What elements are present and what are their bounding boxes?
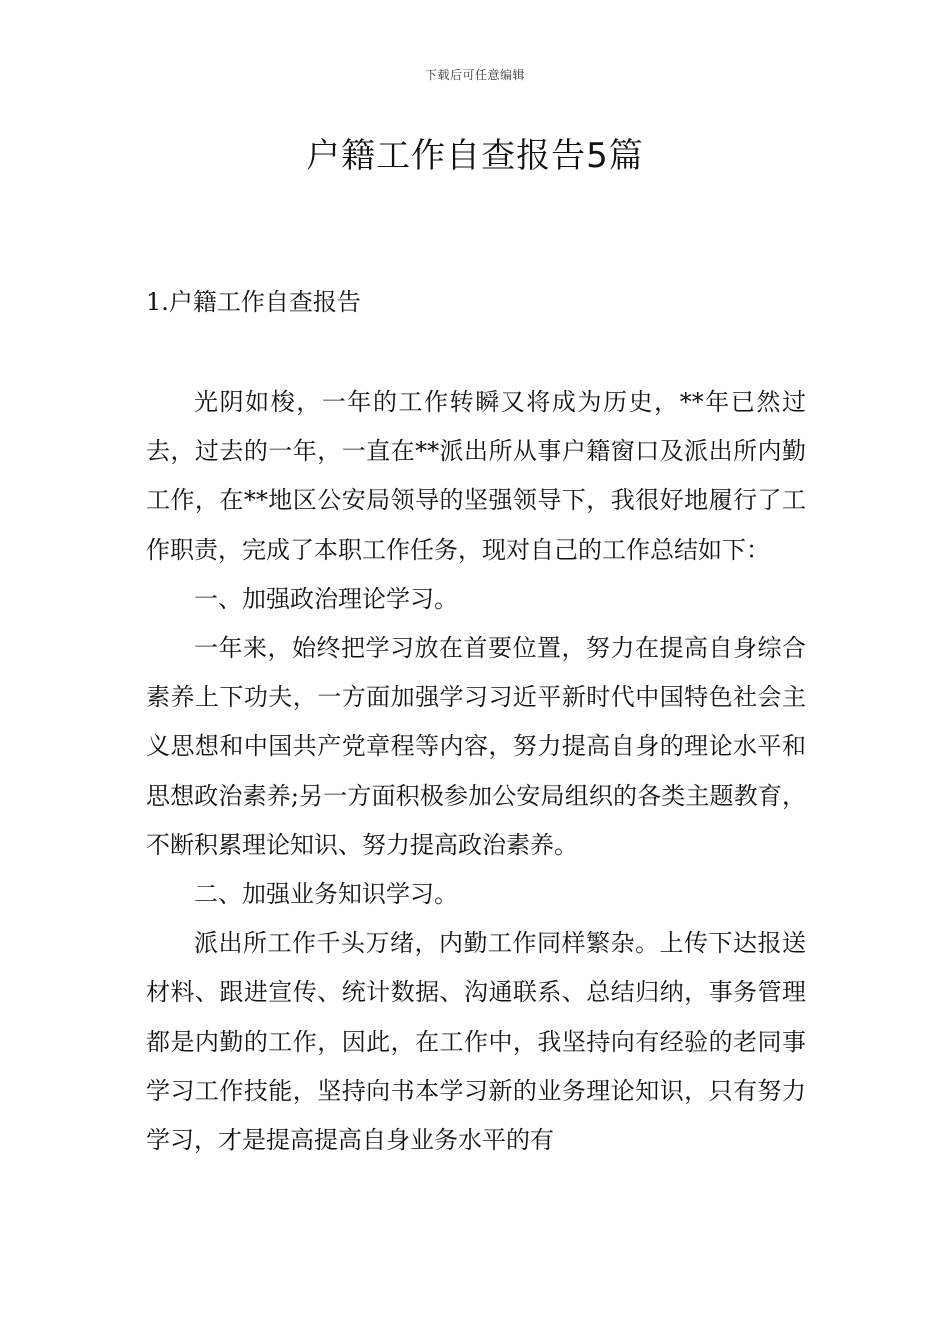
paragraph-subheading-1: 一、加强政治理论学习。 [194,584,458,613]
paragraph-subheading-2: 二、加强业务知识学习。 [194,880,458,909]
document-title: 户籍工作自查报告5篇 [306,136,644,176]
paragraph-intro: 光阴如梭，一年的工作转瞬又将成为历史，**年已然过去，过去的一年，一直在**派出所从事户籍窗口及派出所内勤工作，在**地区公安局领导的坚强领导下，我很好地履行了工作职责，完成了本职工作任务，现对自己的工作总结如下： [146,388,806,564]
section-heading: 1.户籍工作自查报告 [146,288,361,316]
document-body [146,378,806,1165]
paragraph-business-study: 派出所工作千头万绪，内勤工作同样繁杂。上传下达报送材料、跟进宣传、统计数据、沟通联系、总结归纳，事务管理都是内勤的工作，因此，在工作中，我坚持向有经验的老同事学习工作技能，坚持向书本学习新的业务理论知识，只有努力学习，才是提高提高自身业务水平的有 [146,929,806,1155]
paragraph-political-study: 一年来，始终把学习放在首要位置，努力在提高自身综合素养上下功夫，一方面加强学习习近平新时代中国特色社会主义思想和中国共产党章程等内容，努力提高自身的理论水平和思想政治素养;另一方面积极参加公安局组织的各类主题教育，不断积累理论知识、努力提高政治素养。 [146,634,806,859]
header-note: 下载后可任意编辑 [424,68,525,82]
